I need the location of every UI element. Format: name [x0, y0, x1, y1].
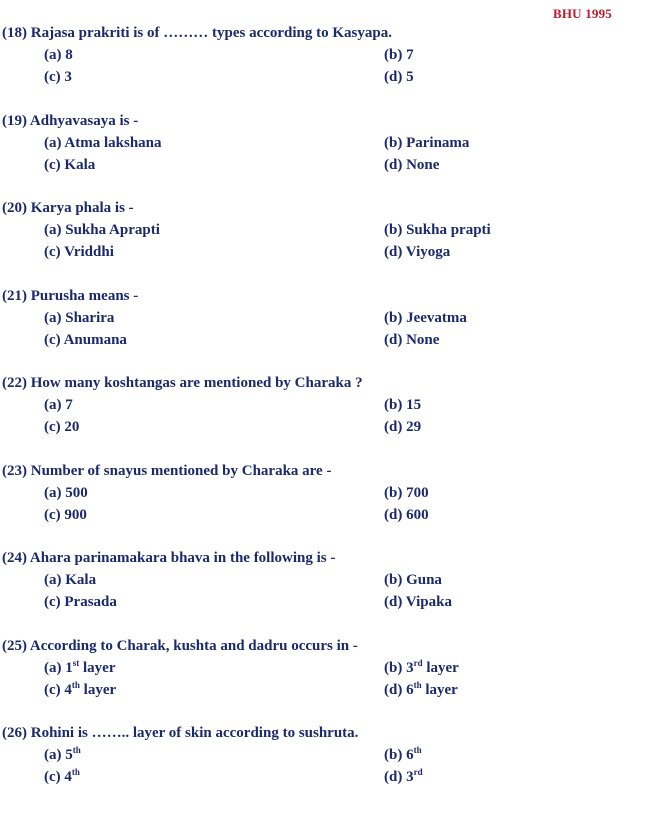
- option-text: (d) 6: [384, 681, 414, 698]
- option-b: [384, 395, 421, 415]
- option-d: [384, 417, 421, 437]
- option-text: (a) Sukha Aprapti: [44, 222, 160, 238]
- option-a: [44, 220, 160, 240]
- option-text: (a) 8: [44, 47, 73, 63]
- option-text: (a) 500: [44, 484, 88, 501]
- question-list: [0, 23, 648, 811]
- option-text: (d) None: [384, 331, 440, 348]
- option-c: [44, 417, 79, 437]
- option-a: [44, 308, 114, 328]
- option-text: (a) Atma lakshana: [44, 134, 162, 151]
- question-text: (23) Number of snayus mentioned by Charaka are -: [2, 462, 332, 479]
- exam-source-tag: BHU 1995: [552, 6, 612, 21]
- option-text: (b) Guna: [384, 572, 442, 588]
- question-block: [0, 636, 648, 724]
- option-text: (c) Vriddhi: [44, 244, 114, 260]
- option-c: [44, 242, 114, 262]
- option-c: [44, 67, 72, 87]
- option-d: [384, 242, 450, 262]
- option-c: [44, 680, 116, 700]
- ordinal-suffix: rd: [413, 657, 423, 668]
- option-b: [384, 658, 459, 678]
- option-d: [384, 767, 423, 787]
- option-text: (c) 4: [44, 681, 72, 698]
- option-text: (b) 15: [384, 397, 422, 413]
- option-text: (c) 3: [44, 69, 72, 85]
- ordinal-suffix: th: [71, 679, 80, 690]
- question-text: (24) Ahara parinamakara bhava in the following is -: [2, 550, 336, 566]
- option-suffix-text: layer: [422, 659, 459, 676]
- option-d: [384, 680, 458, 700]
- question-block: [0, 373, 648, 461]
- ordinal-suffix: th: [413, 745, 422, 755]
- question-text: (22) How many koshtangas are mentioned by Charaka ?: [2, 375, 363, 391]
- option-text: (c) Kala: [44, 156, 96, 173]
- option-text: (b) Jeevatma: [384, 309, 467, 326]
- question-text: (20) Karya phala is -: [2, 200, 134, 216]
- option-b: [384, 45, 414, 65]
- option-text: (c) 4: [44, 769, 72, 785]
- option-text: (c) Anumana: [44, 331, 127, 348]
- question-block: [0, 198, 648, 286]
- option-text: (d) None: [384, 156, 440, 173]
- ordinal-suffix: th: [71, 767, 80, 777]
- option-text: (d) 600: [384, 506, 429, 523]
- question-block: [0, 286, 648, 374]
- option-d: [384, 155, 439, 175]
- option-text: (a) Sharira: [44, 309, 115, 326]
- option-c: [44, 505, 87, 525]
- question-block: [0, 23, 648, 111]
- option-text: (b) 700: [384, 484, 429, 501]
- option-text: (d) Viyoga: [384, 244, 451, 260]
- option-text: (a) 1: [44, 659, 73, 676]
- question-text: (25) According to Charak, kushta and dadru occurs in -: [2, 637, 358, 654]
- option-text: (d) 3: [384, 769, 414, 785]
- option-b: [384, 308, 467, 328]
- ordinal-suffix: th: [413, 679, 422, 690]
- option-suffix-text: layer: [421, 681, 458, 698]
- option-text: (b) 6: [384, 747, 414, 763]
- option-text: (b) 3: [384, 659, 414, 676]
- option-text: (c) 20: [44, 419, 80, 435]
- question-block: [0, 461, 648, 549]
- option-b: [384, 570, 442, 590]
- question-text: (26) Rohini is …….. layer of skin according to sushruta.: [2, 725, 359, 741]
- option-d: [384, 330, 439, 350]
- option-suffix-text: layer: [79, 659, 116, 676]
- option-c: [44, 155, 95, 175]
- option-text: (a) Kala: [44, 572, 97, 588]
- question-text: (18) Rajasa prakriti is of ……… types according to Kasyapa.: [2, 25, 392, 41]
- option-text: (d) 5: [384, 69, 414, 85]
- option-text: (d) 29: [384, 419, 422, 435]
- option-b: [384, 133, 469, 153]
- option-a: [44, 45, 73, 65]
- option-b: [384, 483, 429, 503]
- ordinal-suffix: st: [72, 657, 80, 668]
- option-a: [44, 483, 88, 503]
- option-text: (c) Prasada: [44, 594, 117, 610]
- option-d: [384, 67, 414, 87]
- option-a: [44, 395, 73, 415]
- question-block: [0, 111, 648, 199]
- option-c: [44, 767, 80, 787]
- question-block: [0, 723, 648, 811]
- option-text: (c) 900: [44, 506, 87, 523]
- option-d: [384, 592, 452, 612]
- option-text: (a) 7: [44, 397, 73, 413]
- option-c: [44, 330, 127, 350]
- option-suffix-text: layer: [79, 681, 117, 698]
- ordinal-suffix: th: [72, 745, 81, 755]
- option-text: (b) Sukha prapti: [384, 222, 491, 238]
- option-a: [44, 658, 115, 678]
- question-text: (21) Purusha means -: [2, 287, 139, 304]
- option-text: (b) Parinama: [384, 134, 470, 151]
- option-a: [44, 570, 96, 590]
- question-text: (19) Adhyavasaya is -: [2, 112, 139, 129]
- option-c: [44, 592, 117, 612]
- option-text: (d) Vipaka: [384, 594, 452, 610]
- option-text: (a) 5: [44, 747, 73, 763]
- option-a: [44, 133, 162, 153]
- option-b: [384, 220, 491, 240]
- question-block: [0, 548, 648, 636]
- option-d: [384, 505, 429, 525]
- option-text: (b) 7: [384, 47, 414, 63]
- ordinal-suffix: rd: [413, 767, 423, 777]
- option-a: [44, 745, 81, 765]
- option-b: [384, 745, 422, 765]
